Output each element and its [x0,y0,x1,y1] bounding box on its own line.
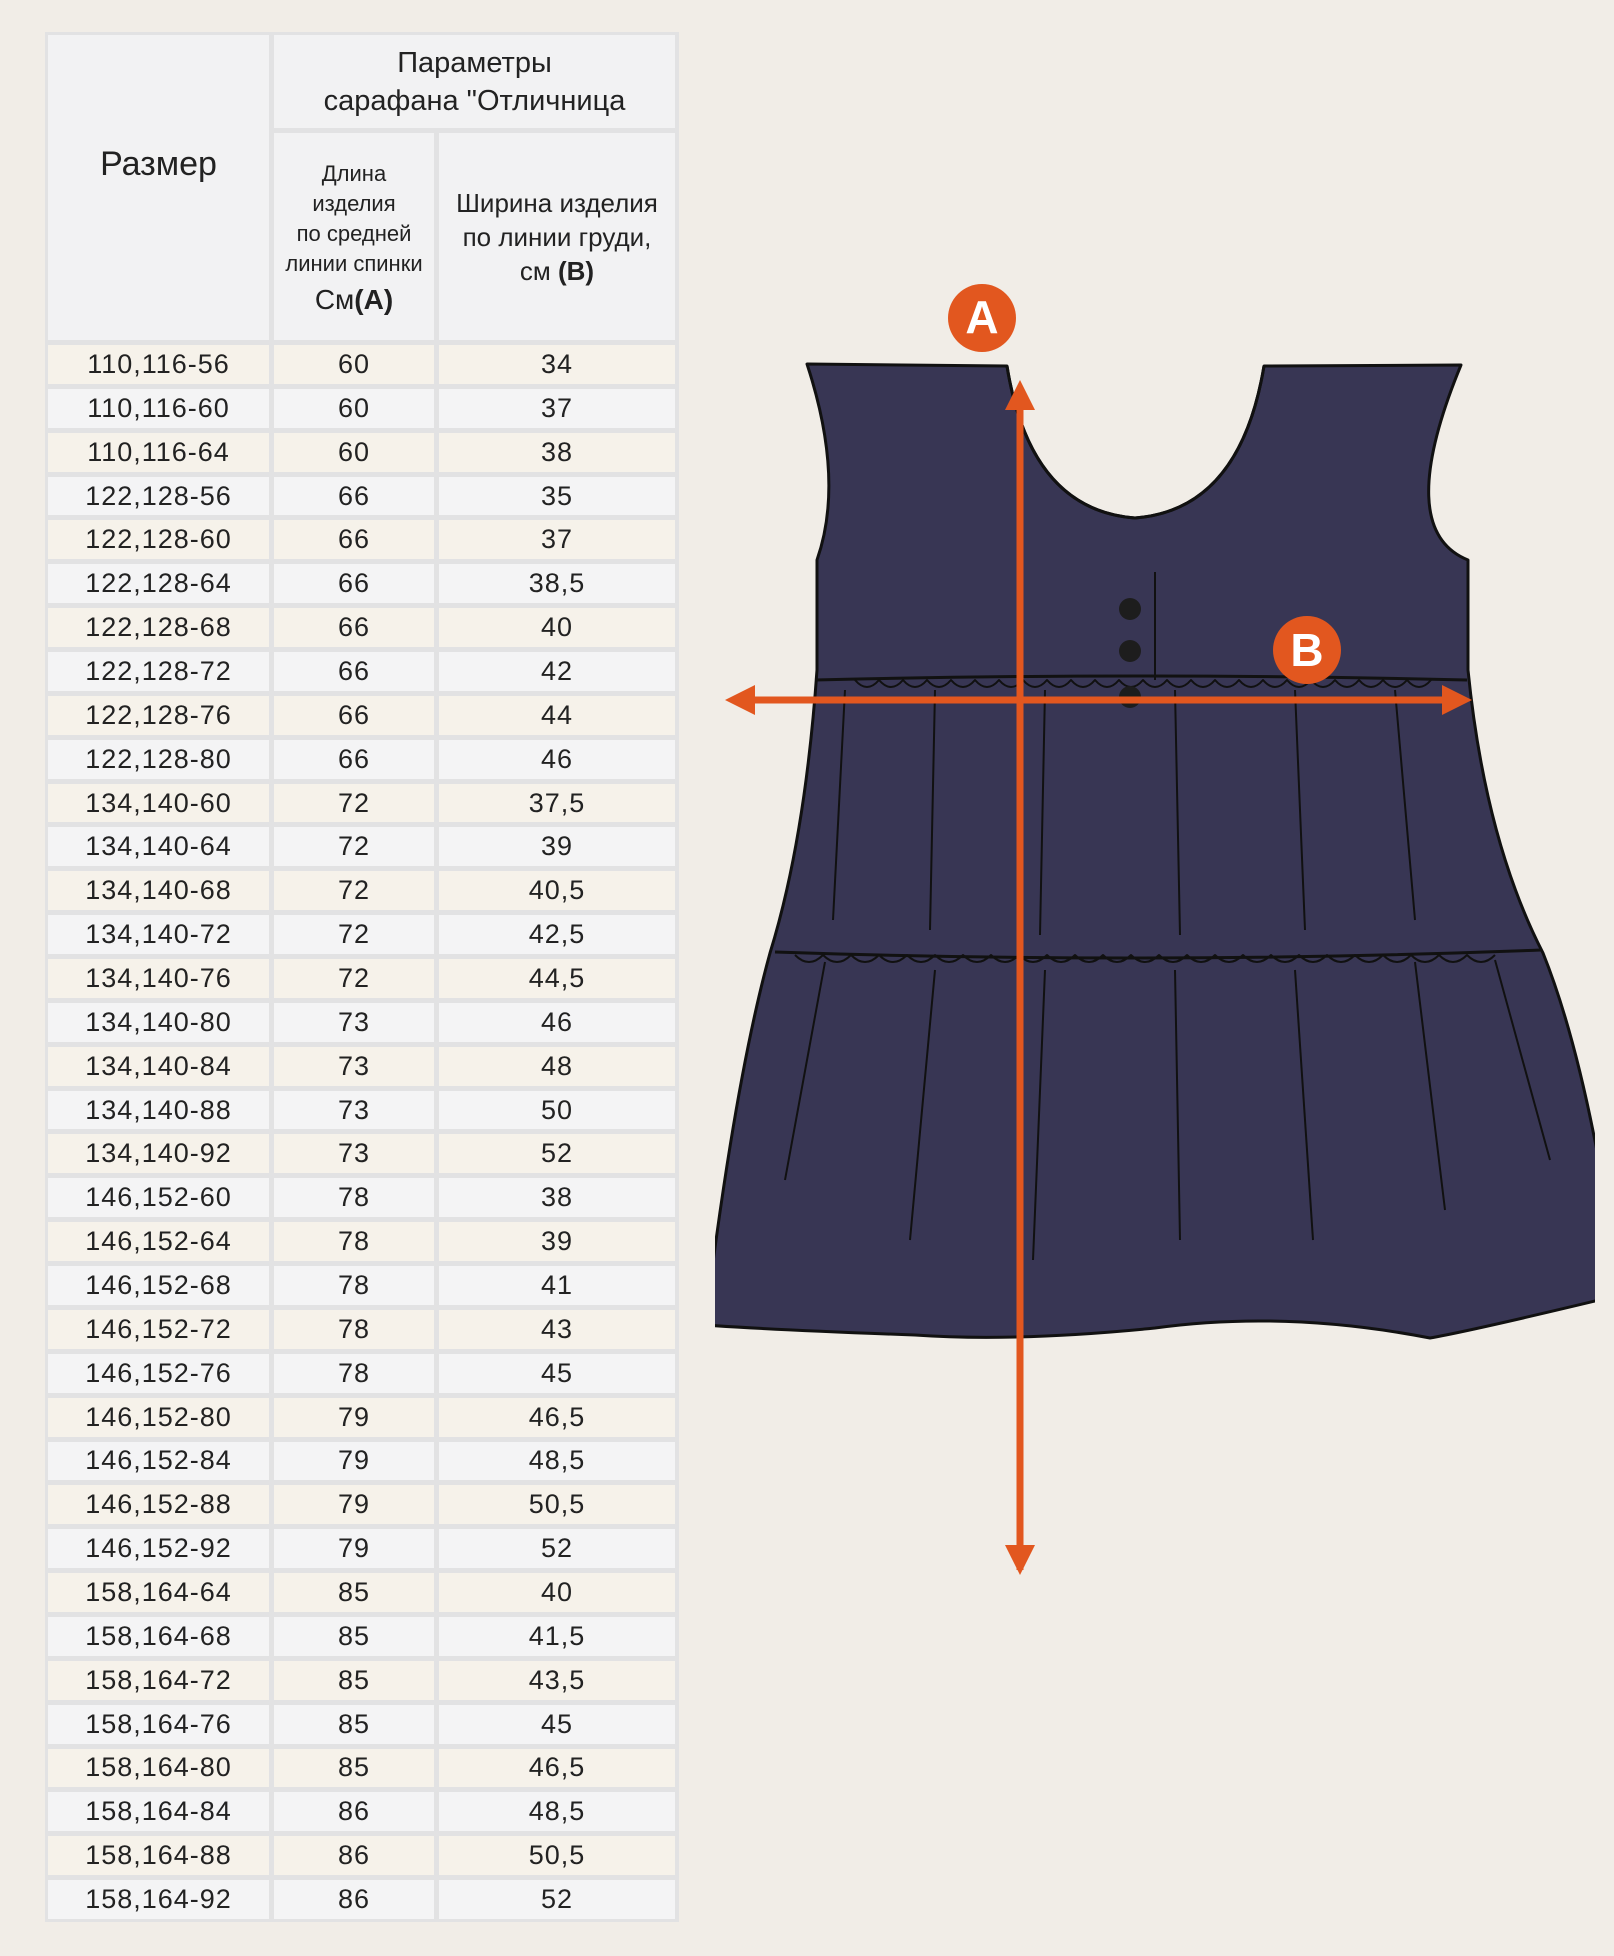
marker-a-label: A [965,291,999,343]
cell-length: 72 [274,784,434,823]
cell-length: 73 [274,1134,434,1173]
length-unit-text: См [314,283,355,315]
cell-size: 158,164-68 [48,1617,269,1656]
header-length-line4: линии спинки [285,250,423,276]
cell-length: 79 [274,1529,434,1568]
cell-size: 146,152-92 [48,1529,269,1568]
cell-length: 60 [274,433,434,472]
header-width-line2: по линии груди, [462,221,652,252]
cell-width: 38,5 [439,564,675,603]
size-table [45,32,679,1922]
cell-length: 78 [274,1222,434,1261]
cell-length: 86 [274,1836,434,1875]
header-width-unit [520,254,594,288]
cell-width: 37 [439,520,675,559]
cell-width: 42,5 [439,915,675,954]
cell-length: 78 [274,1310,434,1349]
buttons [1119,598,1141,708]
cell-width: 46 [439,1003,675,1042]
cell-length: 85 [274,1661,434,1700]
header-parameters [274,35,675,128]
cell-size: 134,140-72 [48,915,269,954]
cell-size: 122,128-72 [48,652,269,691]
cell-width: 46,5 [439,1398,675,1437]
cell-width: 41 [439,1266,675,1305]
cell-length: 85 [274,1705,434,1744]
cell-width: 44,5 [439,959,675,998]
cell-length: 72 [274,959,434,998]
cell-width: 45 [439,1354,675,1393]
header-length-unit [315,285,393,315]
cell-width: 52 [439,1880,675,1919]
header-width-line1: Ширина изделия [456,187,658,218]
cell-length: 78 [274,1178,434,1217]
width-mark: (B) [558,255,595,286]
cell-length: 66 [274,740,434,779]
cell-width: 50,5 [439,1836,675,1875]
cell-size: 146,152-68 [48,1266,269,1305]
cell-length: 86 [274,1792,434,1831]
cell-length: 86 [274,1880,434,1919]
cell-size: 158,164-88 [48,1836,269,1875]
cell-length: 72 [274,871,434,910]
length-mark: (A) [354,283,394,315]
cell-width: 40 [439,608,675,647]
cell-length: 78 [274,1266,434,1305]
cell-size: 134,140-92 [48,1134,269,1173]
cell-size: 122,128-56 [48,477,269,516]
cell-length: 66 [274,652,434,691]
cell-length: 72 [274,827,434,866]
cell-length: 66 [274,696,434,735]
cell-length: 85 [274,1573,434,1612]
cell-width: 43,5 [439,1661,675,1700]
cell-width: 42 [439,652,675,691]
cell-width: 46 [439,740,675,779]
cell-length: 66 [274,520,434,559]
cell-width: 39 [439,1222,675,1261]
marker-b-label: B [1290,624,1324,676]
cell-size: 158,164-84 [48,1792,269,1831]
cell-size: 146,152-72 [48,1310,269,1349]
cell-length: 73 [274,1091,434,1130]
cell-size: 146,152-88 [48,1485,269,1524]
header-size: Размер [48,35,269,340]
cell-length: 72 [274,915,434,954]
sarafan-drawing [715,364,1595,1338]
cell-length: 85 [274,1617,434,1656]
header-length-line1: Длина [321,160,387,186]
cell-size: 134,140-88 [48,1091,269,1130]
cell-length: 73 [274,1047,434,1086]
cell-size: 158,164-80 [48,1749,269,1788]
button-2 [1119,640,1141,662]
cell-width: 45 [439,1705,675,1744]
cell-size: 134,140-60 [48,784,269,823]
cell-width: 52 [439,1134,675,1173]
header-parameters-line1: Параметры [397,46,552,79]
cell-width: 37 [439,389,675,428]
cell-size: 134,140-84 [48,1047,269,1086]
cell-size: 146,152-60 [48,1178,269,1217]
cell-size: 110,116-64 [48,433,269,472]
cell-length: 60 [274,389,434,428]
cell-size: 158,164-72 [48,1661,269,1700]
cell-size: 110,116-60 [48,389,269,428]
cell-length: 85 [274,1749,434,1788]
cell-width: 50 [439,1091,675,1130]
cell-width: 48 [439,1047,675,1086]
cell-size: 158,164-76 [48,1705,269,1744]
cell-size: 134,140-76 [48,959,269,998]
cell-size: 146,152-84 [48,1442,269,1481]
cell-length: 73 [274,1003,434,1042]
measure-b-arrow-left [725,685,755,715]
cell-size: 122,128-76 [48,696,269,735]
cell-width: 38 [439,433,675,472]
header-width [439,133,675,340]
cell-size: 158,164-64 [48,1573,269,1612]
cell-width: 50,5 [439,1485,675,1524]
cell-width: 48,5 [439,1442,675,1481]
cell-width: 39 [439,827,675,866]
cell-size: 122,128-80 [48,740,269,779]
width-unit-text: см [519,255,551,286]
cell-width: 48,5 [439,1792,675,1831]
cell-size: 134,140-80 [48,1003,269,1042]
header-length-line3: по средней [296,220,412,246]
cell-size: 158,164-92 [48,1880,269,1919]
cell-length: 79 [274,1442,434,1481]
header-length [274,133,434,340]
cell-width: 35 [439,477,675,516]
cell-size: 122,128-60 [48,520,269,559]
cell-size: 134,140-68 [48,871,269,910]
cell-length: 66 [274,608,434,647]
cell-size: 110,116-56 [48,345,269,384]
cell-length: 66 [274,564,434,603]
header-length-line2: изделия [312,190,396,216]
cell-width: 41,5 [439,1617,675,1656]
cell-width: 38 [439,1178,675,1217]
cell-length: 79 [274,1398,434,1437]
header-parameters-line2: сарафана "Отличница [323,84,626,117]
cell-size: 122,128-68 [48,608,269,647]
cell-width: 40 [439,1573,675,1612]
cell-size: 146,152-80 [48,1398,269,1437]
measure-a-arrow-bottom [1005,1545,1035,1575]
cell-width: 52 [439,1529,675,1568]
dress-body [715,364,1595,1338]
cell-length: 79 [274,1485,434,1524]
cell-size: 122,128-64 [48,564,269,603]
cell-width: 44 [439,696,675,735]
cell-size: 146,152-64 [48,1222,269,1261]
cell-size: 146,152-76 [48,1354,269,1393]
cell-width: 43 [439,1310,675,1349]
button-1 [1119,598,1141,620]
cell-width: 37,5 [439,784,675,823]
cell-width: 34 [439,345,675,384]
cell-width: 40,5 [439,871,675,910]
cell-length: 60 [274,345,434,384]
cell-width: 46,5 [439,1749,675,1788]
cell-length: 78 [274,1354,434,1393]
cell-size: 134,140-64 [48,827,269,866]
dress-illustration [715,280,1595,1590]
cell-length: 66 [274,477,434,516]
